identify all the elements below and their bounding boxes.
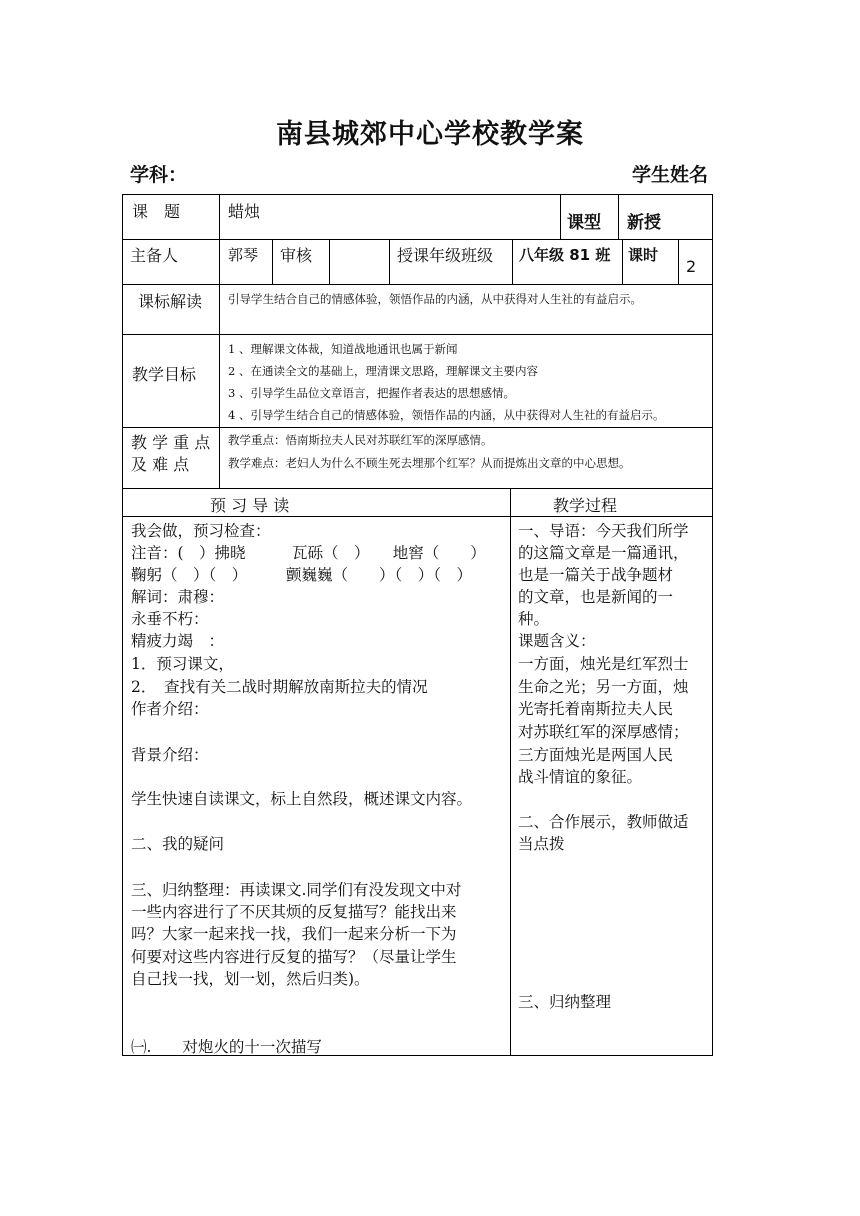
objective-item: 1 、理解课文体裁，知道战地通讯也属于新闻 [228, 342, 458, 356]
process-line: 光寄托着南斯拉夫人民 [518, 700, 674, 718]
process-line: 一方面，烛光是红军烈士 [518, 655, 689, 673]
topic-label: 课 题 [132, 202, 181, 221]
preview-line: 二、我的疑问 [131, 835, 225, 853]
objective-item: 4 、引导学生结合自己的情感体验，领悟作品的内涵，从中获得对人生社的有益启示。 [228, 408, 665, 422]
objectives-label: 教学目标 [132, 365, 197, 384]
process-line: 种。 [518, 610, 550, 628]
preview-line: 解词：肃穆： [131, 588, 225, 606]
lesson-type-value: 新授 [627, 213, 661, 233]
standard-text: 引导学生结合自己的情感体验，领悟作品的内涵，从中获得对人生社的有益启示。 [228, 292, 642, 306]
preview-line: 背景介绍： [131, 746, 209, 764]
preview-line: 鞠躬（ ）（ ） 颤巍巍（ ）（ ）（ ） [131, 566, 473, 584]
preview-line: 三、归纳整理：再读课文.同学们有没发现文中对 [131, 881, 462, 899]
process-line: 也是一篇关于战争题材 [518, 566, 674, 584]
class-label: 授课年级班级 [397, 246, 494, 265]
process-line: 的这篇文章是一篇通讯， [518, 544, 689, 562]
process-line: 二、合作展示，教师做适 [518, 813, 689, 831]
preview-line: 2． 查找有关二战时期解放南斯拉夫的情况 [131, 678, 428, 696]
difficult-point-text: 教学难点：老妇人为什么不顾生死去埋那个红军？从而提炼出文章的中心思想。 [228, 456, 631, 470]
process-line: 战斗情谊的象征。 [518, 768, 643, 786]
preview-line: 学生快速自读课文，标上自然段，概述课文内容。 [131, 790, 473, 808]
process-line: 生命之光；另一方面，烛 [518, 678, 689, 696]
process-line: 的文章，也是新闻的一 [518, 588, 674, 606]
preview-line: 1．预习课文， [131, 655, 234, 673]
preview-line: 自己找一找，划一划，然后归类)。 [131, 970, 370, 988]
process-line: 一、导语：今天我们所学 [518, 522, 689, 540]
preview-line: 吗？大家一起来找一找，我们一起来分析一下为 [131, 925, 457, 943]
process-line: 三、归纳整理 [518, 993, 612, 1011]
process-line: 当点拨 [518, 835, 565, 853]
hours-value: 2 [686, 257, 697, 276]
preview-line: 我会做，预习检查： [131, 522, 271, 540]
preview-line: 注音：( ）拂晓 瓦砾（ ） 地窖（ ） [131, 544, 486, 562]
preview-guide-header: 预 习 导 读 [210, 496, 290, 515]
key-points-label: 教 学 重 点 [131, 433, 211, 452]
objective-item: 2 、在通读全文的基础上，理清课文思路，理解课文主要内容 [228, 364, 538, 378]
process-line: 三方面烛光是两国人民 [518, 746, 674, 764]
teaching-process-header: 教学过程 [553, 496, 618, 515]
key-point-text: 教学重点：悟南斯拉夫人民对苏联红军的深厚感情。 [228, 433, 493, 447]
key-points-label: 及 难 点 [131, 455, 190, 474]
preview-line: 一些内容进行了不厌其烦的反复描写？能找出来 [131, 903, 457, 921]
preparer-value: 郭琴 [228, 246, 259, 264]
objective-item: 3 、引导学生品位文章语言，把握作者表达的思想感情。 [228, 386, 515, 400]
hours-label: 课时 [628, 246, 659, 264]
standard-label: 课标解读 [138, 292, 203, 311]
preview-line: 何要对这些内容进行反复的描写？（尽量让学生 [131, 948, 457, 966]
preview-line: 精疲力竭 ： [131, 632, 225, 650]
topic-value: 蜡烛 [228, 202, 261, 221]
class-value: 八年级 81 班 [519, 246, 611, 264]
preview-line: ㈠. 对炮火的十一次描写 [131, 1038, 322, 1056]
lesson-type-label: 课型 [567, 213, 601, 233]
review-label: 审核 [280, 246, 313, 265]
preview-line: 永垂不朽： [131, 610, 209, 628]
page-title: 南县城郊中心学校教学案 [276, 119, 584, 150]
process-line: 课题含义： [518, 632, 596, 650]
preparer-label: 主备人 [130, 246, 179, 265]
process-line: 对苏联红军的深厚感情； [518, 723, 689, 741]
preview-line: 作者介绍： [131, 700, 209, 718]
student-name-label: 学生姓名 [631, 164, 708, 186]
subject-label: 学科： [130, 164, 188, 186]
